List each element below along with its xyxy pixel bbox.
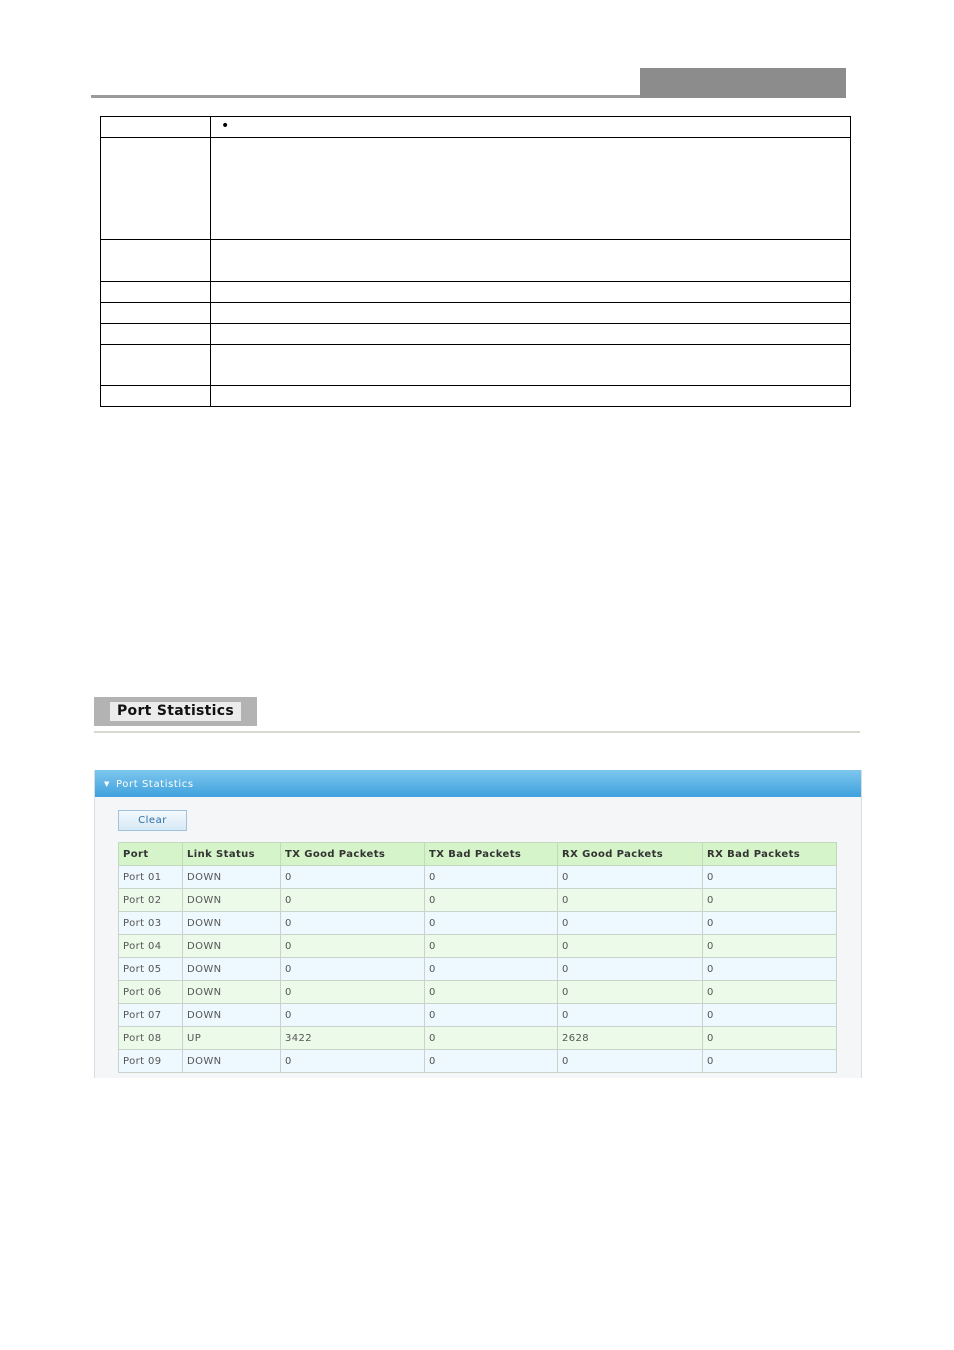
parameter-description <box>211 324 851 345</box>
column-header-tx-good: TX Good Packets <box>281 843 425 866</box>
rx-good-cell: 0 <box>558 889 703 912</box>
table-row <box>101 324 851 345</box>
column-header-tx-bad: TX Bad Packets <box>425 843 558 866</box>
rx-bad-cell: 0 <box>703 935 837 958</box>
tx-good-cell: 0 <box>281 889 425 912</box>
table-row <box>101 345 851 386</box>
table-row <box>101 240 851 282</box>
column-header-rx-bad: RX Bad Packets <box>703 843 837 866</box>
column-header-port: Port <box>119 843 183 866</box>
port-cell: Port 09 <box>119 1050 183 1073</box>
table-body <box>119 866 837 1073</box>
rx-bad-cell: 0 <box>703 912 837 935</box>
table-row <box>119 1004 837 1027</box>
link-status-cell: UP <box>183 1027 281 1050</box>
link-status-cell: DOWN <box>183 1004 281 1027</box>
port-cell: Port 04 <box>119 935 183 958</box>
table-row <box>119 935 837 958</box>
port-cell: Port 06 <box>119 981 183 1004</box>
tx-bad-cell: 0 <box>425 912 558 935</box>
panel-header[interactable] <box>95 770 861 797</box>
tx-good-cell: 0 <box>281 958 425 981</box>
tx-bad-cell: 0 <box>425 1004 558 1027</box>
rx-good-cell: 0 <box>558 1050 703 1073</box>
bullet-mark: • <box>221 118 230 134</box>
column-header-link-status: Link Status <box>183 843 281 866</box>
rx-bad-cell: 0 <box>703 1050 837 1073</box>
tx-bad-cell: 0 <box>425 1050 558 1073</box>
tx-good-cell: 0 <box>281 912 425 935</box>
tx-good-cell: 0 <box>281 935 425 958</box>
rx-bad-cell: 0 <box>703 1004 837 1027</box>
rx-good-cell: 0 <box>558 866 703 889</box>
link-status-cell: DOWN <box>183 935 281 958</box>
link-status-cell: DOWN <box>183 958 281 981</box>
panel-title: Port Statistics <box>115 779 194 790</box>
tx-good-cell: 0 <box>281 981 425 1004</box>
collapse-caret-icon[interactable]: ▼ <box>104 780 110 788</box>
parameter-name <box>101 303 211 324</box>
rx-good-cell: 0 <box>558 958 703 981</box>
parameter-description <box>211 303 851 324</box>
rx-good-cell: 0 <box>558 912 703 935</box>
tx-bad-cell: 0 <box>425 935 558 958</box>
port-cell: Port 02 <box>119 889 183 912</box>
parameter-name <box>101 282 211 303</box>
tx-good-cell: 0 <box>281 1004 425 1027</box>
port-cell: Port 03 <box>119 912 183 935</box>
link-status-cell: DOWN <box>183 912 281 935</box>
port-cell: Port 08 <box>119 1027 183 1050</box>
table-row <box>101 138 851 240</box>
rx-good-cell: 0 <box>558 1004 703 1027</box>
link-status-cell: DOWN <box>183 1050 281 1073</box>
parameter-name <box>101 138 211 240</box>
header-block <box>640 68 846 98</box>
parameter-table <box>100 116 851 407</box>
table-row <box>119 912 837 935</box>
parameter-description <box>211 386 851 407</box>
parameter-description <box>211 117 851 138</box>
rx-good-cell: 0 <box>558 935 703 958</box>
parameter-name <box>101 324 211 345</box>
parameter-description <box>211 282 851 303</box>
rx-bad-cell: 0 <box>703 866 837 889</box>
section-divider <box>94 731 860 733</box>
rx-bad-cell: 0 <box>703 889 837 912</box>
rx-bad-cell: 0 <box>703 981 837 1004</box>
rx-bad-cell: 0 <box>703 958 837 981</box>
table-row <box>119 889 837 912</box>
link-status-cell: DOWN <box>183 866 281 889</box>
parameter-name <box>101 240 211 282</box>
port-cell: Port 07 <box>119 1004 183 1027</box>
table-row <box>101 303 851 324</box>
port-statistics-panel <box>94 770 862 1078</box>
table-row <box>101 282 851 303</box>
parameter-name <box>101 386 211 407</box>
section-tab-label: Port Statistics <box>110 702 241 721</box>
table-header-row <box>119 843 837 866</box>
tx-bad-cell: 0 <box>425 1027 558 1050</box>
port-cell: Port 01 <box>119 866 183 889</box>
tx-good-cell: 0 <box>281 866 425 889</box>
rx-good-cell: 2628 <box>558 1027 703 1050</box>
column-header-rx-good: RX Good Packets <box>558 843 703 866</box>
parameter-description <box>211 345 851 386</box>
rx-bad-cell: 0 <box>703 1027 837 1050</box>
header-rule <box>91 95 641 98</box>
link-status-cell: DOWN <box>183 889 281 912</box>
rx-good-cell: 0 <box>558 981 703 1004</box>
table-row <box>119 866 837 889</box>
parameter-name <box>101 345 211 386</box>
port-cell: Port 05 <box>119 958 183 981</box>
section-tab <box>94 697 257 726</box>
table-row <box>119 981 837 1004</box>
tx-bad-cell: 0 <box>425 889 558 912</box>
table-row <box>119 1050 837 1073</box>
tx-good-cell: 3422 <box>281 1027 425 1050</box>
table-row <box>101 117 851 138</box>
link-status-cell: DOWN <box>183 981 281 1004</box>
table-row <box>119 958 837 981</box>
clear-button[interactable]: Clear <box>118 810 187 831</box>
parameter-description <box>211 138 851 240</box>
tx-bad-cell: 0 <box>425 866 558 889</box>
table-row <box>119 1027 837 1050</box>
tx-good-cell: 0 <box>281 1050 425 1073</box>
tx-bad-cell: 0 <box>425 958 558 981</box>
parameter-description <box>211 240 851 282</box>
tx-bad-cell: 0 <box>425 981 558 1004</box>
port-statistics-table <box>118 842 837 1073</box>
table-row <box>101 386 851 407</box>
parameter-name <box>101 117 211 138</box>
